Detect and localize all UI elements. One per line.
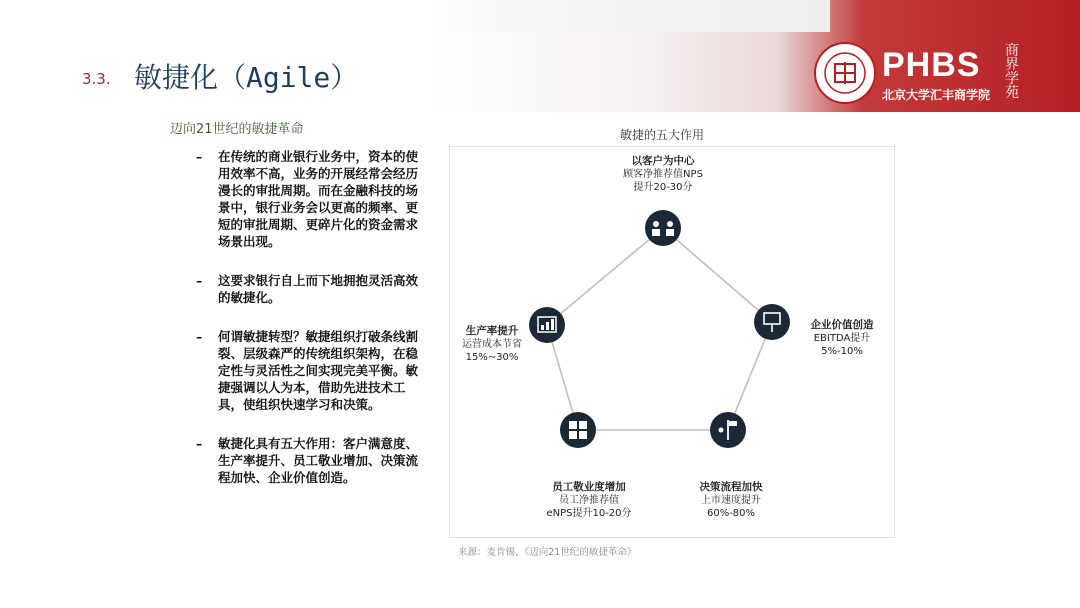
bullet-item: – 何谓敏捷转型？敏捷组织打破条线割裂、层级森严的传统组织架构，在稳定性与灵活性之间实现完美平衡。敏捷强调以人为本，借助先进技术工具，使组织快速学习和决策。 bbox=[196, 328, 426, 413]
node-metric: 顾客净推荐值NPS bbox=[623, 169, 703, 180]
node-value: 60%-80% bbox=[706, 508, 756, 519]
logo-wordmark: PHBS bbox=[882, 46, 981, 84]
node-label-engagement bbox=[534, 481, 644, 520]
node-metric: EBITDA提升 bbox=[813, 333, 871, 344]
node-metric: 上市速度提升 bbox=[701, 495, 761, 506]
node-title: 企业价值创造 bbox=[810, 319, 874, 331]
page-title: 敏捷化（Agile） bbox=[134, 61, 359, 94]
hexagon-diagram bbox=[449, 146, 895, 538]
header-grey-stripe bbox=[430, 0, 830, 32]
bullet-list bbox=[196, 148, 426, 504]
engagement-icon bbox=[560, 412, 596, 448]
node-value: 5%-10% bbox=[821, 346, 863, 357]
node-metric: 运营成本节省 bbox=[462, 339, 522, 350]
section-number: 3.3. bbox=[82, 70, 111, 88]
source-note: 来源：麦肯锡，《迈向21世纪的敏捷革命》 bbox=[458, 547, 637, 558]
node-value: eNPS提升10-20分 bbox=[546, 508, 632, 519]
presentation-icon bbox=[754, 304, 790, 340]
decision-icon bbox=[710, 412, 746, 448]
bullet-item: – 在传统的商业银行业务中，资本的使用效率不高，业务的开展经常会经历漫长的审批周期。而在金融科技的场景中，银行业务会以更高的频率、更短的审批周期、更碎片化的资金需求场景出现。 bbox=[196, 148, 426, 250]
node-label-customer bbox=[613, 155, 713, 194]
university-seal-icon bbox=[812, 40, 878, 106]
node-value: 15%~30% bbox=[465, 352, 519, 363]
node-label-enterprise-value bbox=[794, 319, 890, 358]
customers-icon bbox=[645, 210, 681, 246]
phbs-logo bbox=[812, 40, 1072, 110]
node-title: 以客户为中心 bbox=[631, 155, 695, 167]
node-value: 提升20-30分 bbox=[633, 182, 693, 193]
node-label-productivity bbox=[454, 325, 530, 364]
productivity-chart-icon bbox=[529, 307, 565, 343]
logo-school-name: 北京大学汇丰商学院 bbox=[882, 88, 991, 102]
node-metric: 员工净推荐值 bbox=[559, 495, 619, 506]
bullet-item: – 这要求银行自上而下地拥抱灵活高效的敏捷化。 bbox=[196, 272, 426, 306]
node-title: 决策流程加快 bbox=[699, 481, 763, 493]
logo-calligraphy: 商界学苑 bbox=[1005, 43, 1019, 101]
node-label-decision bbox=[686, 481, 776, 520]
bullet-item: – 敏捷化具有五大作用：客户满意度、生产率提升、员工敬业增加、决策流程加快、企业价值创造。 bbox=[196, 435, 426, 486]
diagram-title: 敏捷的五大作用 bbox=[620, 128, 705, 142]
hexagon-outline bbox=[547, 228, 772, 430]
node-title: 生产率提升 bbox=[465, 325, 519, 337]
subtitle: 迈向21世纪的敏捷革命 bbox=[170, 122, 304, 137]
node-title: 员工敬业度增加 bbox=[552, 481, 626, 493]
